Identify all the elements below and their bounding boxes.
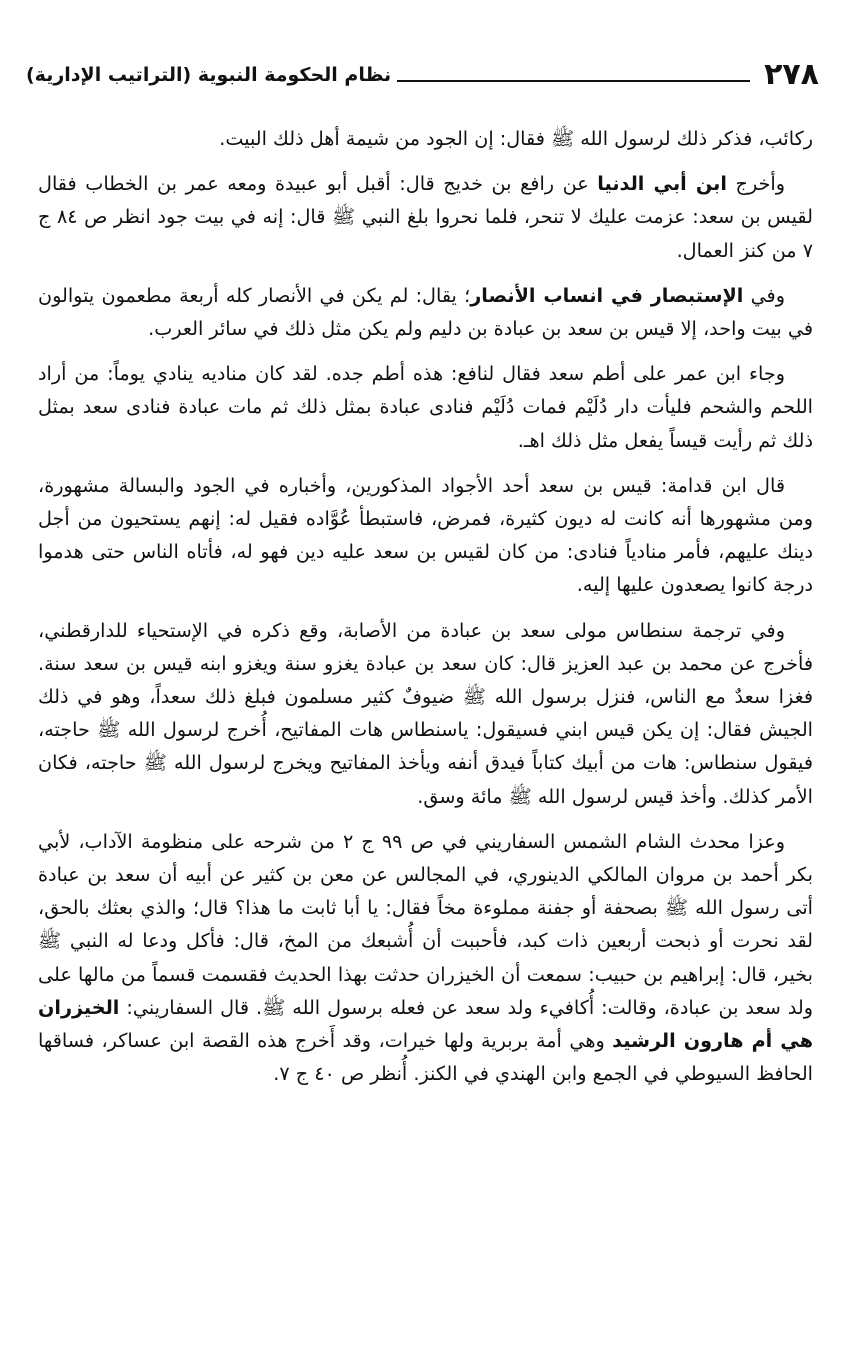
text-segment: وهي أمة بربرية ولها خيرات، وقد أَخرج هذه القصة ابن عساكر، فساقها الحافظ السيوطي في الجمع وابن الهندي في الكنز. أُنظر ص ٤٠ ج ٧. xyxy=(38,1029,813,1086)
paragraph-5 xyxy=(38,469,813,602)
page-body xyxy=(38,122,813,1102)
source-name: الإستبصار في انساب الأنصار xyxy=(470,283,744,307)
text-segment: ركائب، فذكر ذلك لرسول الله ﷺ فقال: إن الجود من شيمة أهل ذلك البيت. xyxy=(219,127,813,150)
page-number: ٢٧٨ xyxy=(764,57,819,92)
source-name: ابن أبي الدنيا xyxy=(597,172,727,196)
text-segment: وفي ترجمة سنطاس مولى سعد بن عبادة من الأصابة، وقع ذكره في الإستحياء للدارقطني، فأخرج عن محمد بن عبد العزيز قال: كان سعد بن عبادة يغزو سنة ويغزو ابنه قيس بن سعد سنة. فغزا سعدٌ مع الناس، فنزل برسول الله ﷺ ضيوفٌ كثير مسلمون فبلغ ذلك سعداً، وهو في ذلك الجيش فقال: إن يكن قيس ابني فسيقول: ياسنطاس هات المفاتيح، أُخرج لرسول الله ﷺ حاجته، فيقول سنطاس: هات من أبيك كتاباً فيدق أنفه ويأخذ المفاتيح ويخرج لرسول الله ﷺ حاجته، فكان الأمر كذلك. وأخذ قيس لرسول الله ﷺ مائة وسق. xyxy=(38,618,813,808)
paragraph-6 xyxy=(38,614,813,813)
text-segment: وجاء ابن عمر على أطم سعد فقال لنافع: هذه أطم جده. لقد كان مناديه ينادي يوماً: من أراد اللحم والشحم فليأت دار دُلَيْم فمات دُلَيْم فنادى عبادة بمثل ذلك ثم مات عبادة فنادى سعد بمثل ذلك ثم رأيت قيساً يفعل مثل ذلك اهـ. xyxy=(38,362,813,452)
text-segment: عن رافع بن خديج قال: أقبل أبو عبيدة ومعه عمر بن الخطاب فقال لقيس بن سعد: عزمت عليك لا تنحر، فلما نحروا بلغ النبي ﷺ قال: إنه في بيت جود انظر ص ٨٤ ج ٧ من كنز العمال. xyxy=(38,172,813,262)
text-segment: ؛ يقال: لم يكن في الأنصار كله أربعة مطعمون يتوالون في بيت واحد، إلا قيس بن سعد بن عبادة بن دليم ولم يكن مثل ذلك في سائر العرب. xyxy=(38,283,813,341)
text-segment: وفي xyxy=(743,283,785,307)
paragraph-4 xyxy=(38,357,813,457)
page-header xyxy=(26,50,819,90)
paragraph-3 xyxy=(38,279,813,345)
text-segment: وأخرج xyxy=(726,172,785,196)
paragraph-2 xyxy=(38,167,813,267)
text-segment: وعزا محدث الشام الشمس السفاريني في ص ٩٩ ج ٢ من شرحه على منظومة الآداب، لأبي بكر أحمد بن مروان المالكي الدينوري، في المجالس عن معن بن كثير عن أبيه أن سعد بن عبادة أتى رسول الله ﷺ بصحفة أو جفنة مملوءة مخاً فقال: يا أبا ثابت ما هذا؟ قال؛ والذي بعثك بالحق، لقد نحرت أو ذبحت أربعين ذات كبد، فأحببت أن أُشبعك من المخ، قال: فأكل ودعا له النبي ﷺ بخير، قال: إبراهيم بن حبيب: سمعت أن الخيزران حدثت بهذا الحديث فقسمت قسماً من مالها على ولد سعد بن عبادة، وقالت: أُكافيء ولد سعد عن فعله برسول الله ﷺ. قال السفاريني: xyxy=(38,829,813,1019)
running-title: نظام الحكومة النبوية (التراتيب الإدارية) xyxy=(26,64,392,86)
highlighted-phrase: الخيزران هي أم هارون الرشيد xyxy=(38,995,813,1053)
header-rule xyxy=(397,80,750,82)
paragraph-7 xyxy=(38,825,813,1091)
paragraph-1 xyxy=(38,122,813,155)
text-segment: قال ابن قدامة: قيس بن سعد أحد الأجواد المذكورين، وأخباره في الجود والبسالة مشهورة، ومن مشهورها أنه كانت له ديون كثيرة، فمرض، فاستبطأ عُوَّاده فقيل له: إنهم يستحيون من أجل دينك عليهم، فأمر منادياً فنادى: من كان لقيس بن سعد عليه دين فهو له، فأتاه الناس حتى هدموا درجة كانوا يصعدون عليها إليه. xyxy=(38,473,813,597)
